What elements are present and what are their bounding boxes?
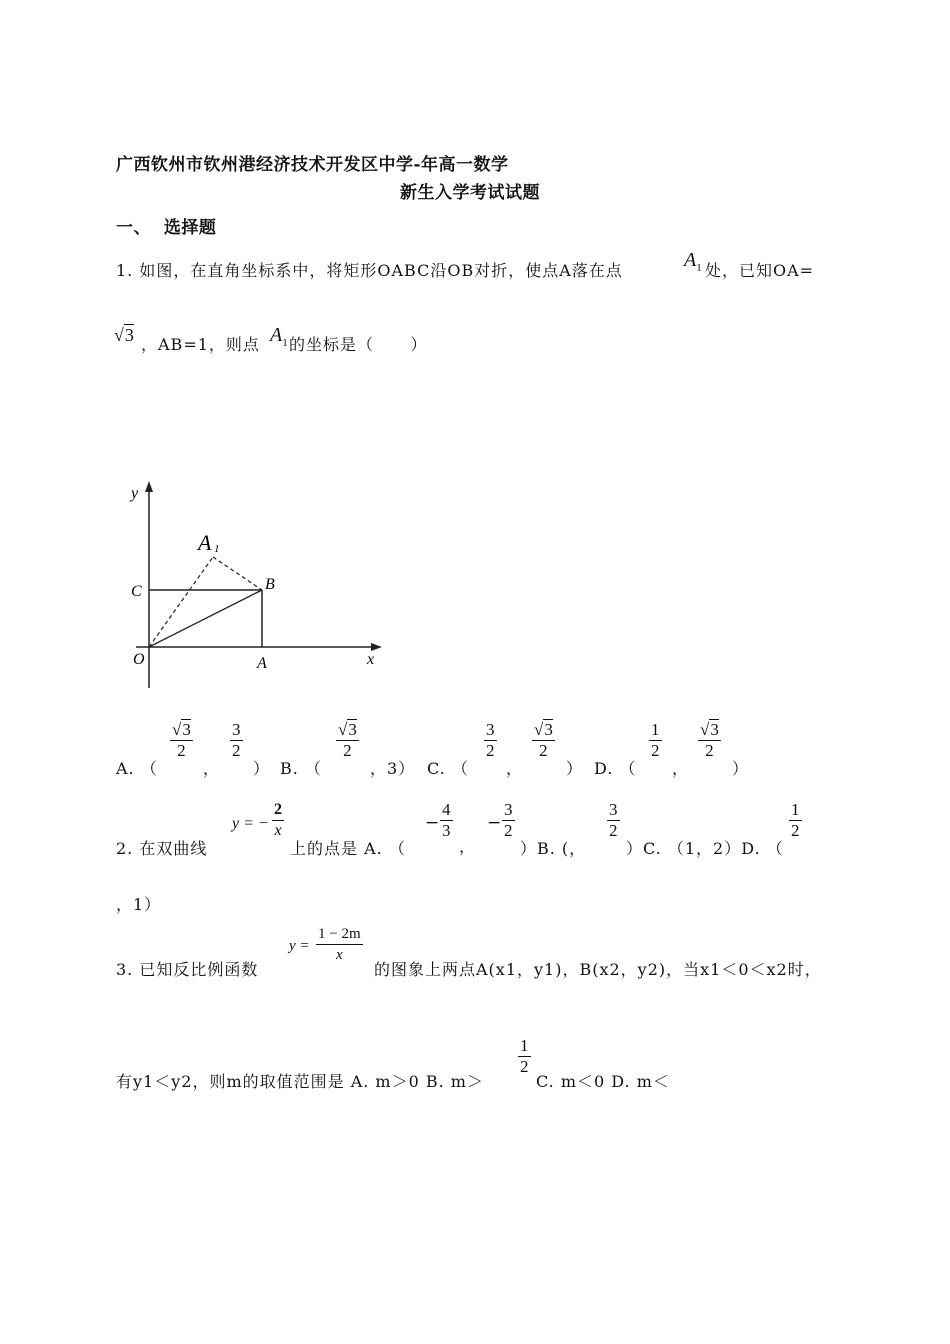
point-a1-label: A [198, 530, 212, 555]
q1-text-b: 处，已知OA= [705, 261, 815, 280]
q1-optD-frac1-num: 1 [651, 720, 660, 739]
q1-optC-frac2-num: 3 [544, 720, 553, 739]
y-axis-label: y [131, 485, 139, 502]
q1-point-a1-name: A [684, 249, 697, 271]
q1-optA-frac2-den: 2 [232, 741, 241, 760]
q1-option-a-label: A. （ [116, 759, 158, 778]
q2-optA-frac1-num: 4 [442, 800, 451, 819]
q2-text-d: ）C. （1，2）D. （ [626, 839, 784, 858]
point-c-label: C [131, 583, 142, 600]
q3-optB-frac-den: 2 [520, 1057, 529, 1076]
q1-optD-frac1 [649, 720, 662, 761]
segment-ob [149, 590, 262, 647]
q1-option-d-label: D. （ [594, 759, 637, 778]
q1-text-d: 的坐标是（ ） [289, 335, 428, 354]
q1-optA-frac2 [230, 720, 243, 761]
y-axis-arrow [145, 481, 153, 492]
q1-optD-frac2-num: 3 [710, 720, 719, 739]
page-subtitle: 新生入学考试试题 [400, 183, 540, 203]
q3-optB-frac [518, 1036, 531, 1077]
q2-optD-frac-den: 2 [791, 821, 800, 840]
q1-optB-rest: ，3） [370, 759, 416, 778]
q1-sqrt3-radicand: 3 [124, 325, 134, 345]
q3-eq-num: 1 − 2m [316, 924, 363, 945]
q1-point-a1-2-sub: 1 [282, 337, 288, 349]
origin-label: O [133, 651, 145, 668]
q1-optC-frac2: $\frac{√3}{2}$ [534, 720, 553, 760]
q1-point-a1-2 [270, 324, 288, 349]
q2-optA-frac2-den: 2 [504, 821, 513, 840]
q1-optD-frac1-den: 2 [651, 741, 660, 760]
x-axis-label: x [367, 651, 375, 668]
q1-sqrt3: √3 [114, 325, 134, 345]
q1-optA-frac2-num: 3 [232, 720, 241, 739]
q1-optC-frac2-den: 2 [539, 741, 548, 760]
segment-a1b [213, 557, 262, 590]
q2-eq-den: x [274, 822, 282, 839]
point-a1-subscript: 1 [214, 543, 220, 555]
q3-text-a: 3. 已知反比例函数 [116, 960, 259, 979]
q2-neg2: − [487, 813, 502, 833]
q2-optB-frac [607, 800, 620, 841]
point-b-label: B [265, 576, 275, 593]
q3-eq-lhs: y = [289, 938, 310, 954]
q1-point-a1-sub: 1 [696, 262, 702, 274]
q1-point-a1 [684, 249, 702, 274]
q1-optC-frac1-num: 3 [486, 720, 495, 739]
q1-optC-frac1-den: 2 [486, 741, 495, 760]
q1-optA-frac1-num: 3 [182, 720, 191, 739]
q2-text-c: ）B. (， [520, 839, 587, 858]
q1-text-a: 1. 如图，在直角坐标系中，将矩形OABC沿OB对折，使点A落在点 [116, 261, 623, 280]
q2-optD-frac-num: 1 [791, 800, 800, 819]
q1-optC-frac1 [484, 720, 497, 761]
q2-text-a: 2. 在双曲线 [116, 839, 208, 858]
q1-option-b-label: B. （ [280, 759, 322, 778]
q1-optD-close: ） [732, 759, 750, 778]
q1-optA-frac1: $\frac{√3}{2}$ [172, 720, 191, 760]
q2-optA-frac2 [502, 800, 515, 841]
q1-optD-frac2-den: 2 [705, 741, 714, 760]
q1-option-c-label: C. （ [427, 759, 469, 778]
q1-optA-close: ） [253, 759, 271, 778]
q1-point-a1-2-name: A [270, 324, 283, 346]
q2-optD-frac [789, 800, 802, 841]
q3-text-c: 有y1＜y2，则m的取值范围是 A. m＞0 B. m＞ [116, 1072, 484, 1091]
q2-eq-num: 2 [272, 800, 284, 821]
q1-optA-comma: ， [203, 759, 221, 778]
q1-optB-frac: $\frac{√3}{2}$ [338, 720, 357, 760]
x-axis-arrow [371, 643, 382, 651]
q3-text-b: 的图象上两点A(x1，y1)，B(x2，y2)，当x1＜0＜x2时， [374, 960, 822, 979]
q2-optA-frac1 [440, 800, 453, 841]
q2-optB-frac-den: 2 [609, 821, 618, 840]
q2-eq-lhs: y = − [232, 815, 269, 832]
q2-optB-frac-num: 3 [609, 800, 618, 819]
q2-text-b: 上的点是 A. （ [290, 839, 406, 858]
q1-optD-comma: ， [672, 759, 690, 778]
q1-optD-frac2: $\frac{√3}{2}$ [700, 720, 719, 760]
q2-sep: ， [459, 837, 477, 856]
q1-optA-frac1-den: 2 [177, 741, 186, 760]
q1-optB-frac-num: 3 [348, 720, 357, 739]
q3-eq-den: x [335, 947, 343, 963]
q2-neg1: − [425, 813, 440, 833]
q3-optB-frac-num: 1 [520, 1036, 529, 1055]
q1-optC-comma: ， [506, 759, 524, 778]
point-a-label: A [257, 655, 267, 672]
page-title: 广西钦州市钦州港经济技术开发区中学-年高一数学 [116, 155, 509, 175]
q2-text-e: ，1） [116, 895, 162, 914]
segment-oa1 [149, 557, 213, 647]
q3-text-d: C. m＜0 D. m＜ [536, 1072, 670, 1091]
q1-optB-frac-den: 2 [343, 741, 352, 760]
q2-optA-frac1-den: 3 [442, 821, 451, 840]
section-heading: 一、 选择题 [116, 218, 217, 238]
q1-figure [118, 478, 388, 690]
q2-eq-frac [272, 800, 284, 841]
q2-optA-frac2-num: 3 [504, 800, 513, 819]
q3-eq-frac [316, 924, 363, 965]
q1-text-c: ，AB=1，则点 [141, 335, 260, 354]
q1-optC-close: ） [566, 759, 584, 778]
